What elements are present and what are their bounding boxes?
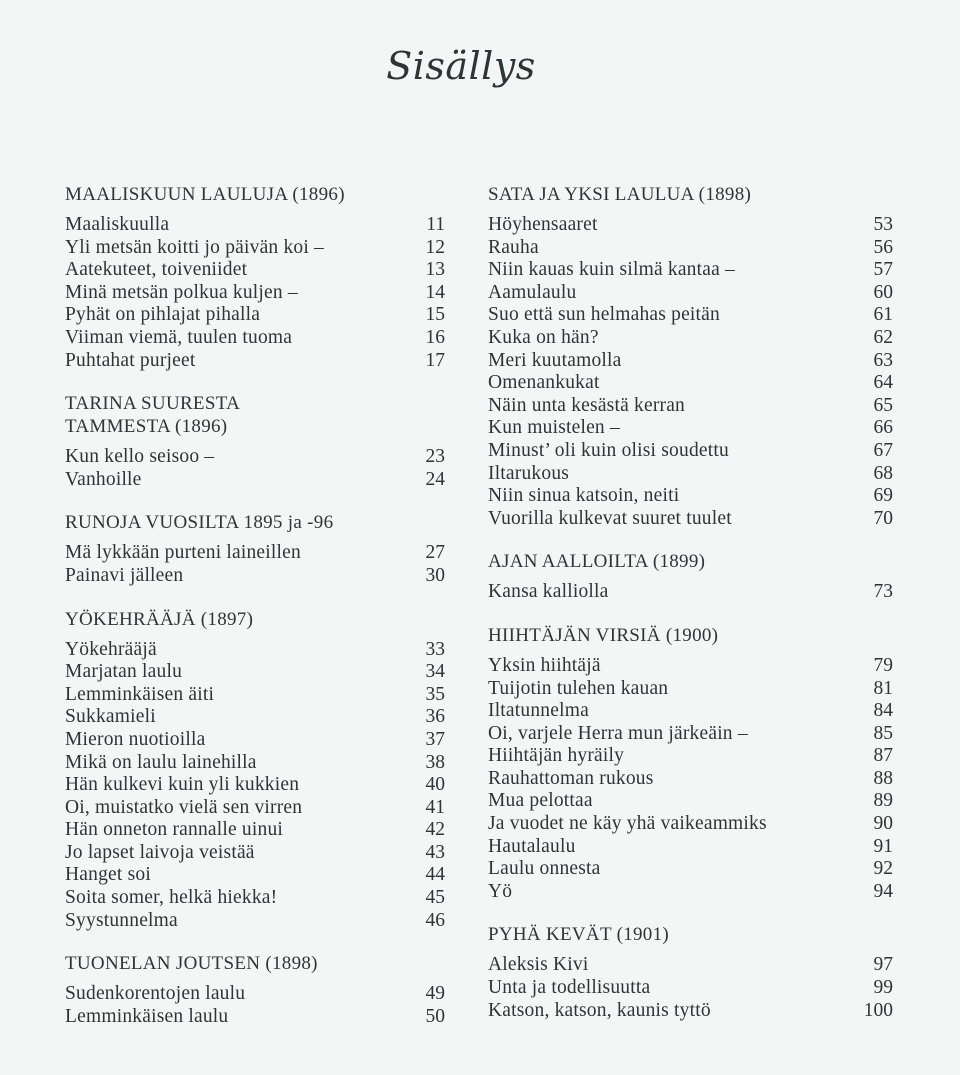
entry-title: Hän kulkevi kuin yli kukkien: [65, 774, 300, 796]
entry-title: Hän onneton rannalle uinui: [65, 819, 284, 841]
entry-page-number: 85: [873, 722, 893, 744]
entry-page-number: 65: [873, 394, 893, 416]
entry-page-number: 81: [873, 677, 893, 699]
entry-title: Hiihtäjän hyräily: [488, 745, 625, 767]
entry-title: Rauhattoman rukous: [488, 767, 654, 789]
toc-section: [488, 624, 893, 904]
entry-title: Unta ja todellisuutta: [488, 977, 651, 999]
entry-page-number: 44: [425, 864, 445, 886]
entry-page-number: 97: [873, 954, 893, 976]
entry-page-number: 34: [425, 661, 445, 683]
toc-entry: [488, 581, 893, 604]
toc-entry: [488, 678, 893, 701]
toc-entry: [488, 395, 893, 418]
entry-page-number: 94: [873, 880, 893, 902]
toc-entry: [488, 440, 893, 463]
entry-page-number: 27: [425, 542, 445, 564]
toc-entry: [65, 910, 445, 933]
entry-title: Oi, varjele Herra mun järkeäin –: [488, 722, 748, 744]
toc-section: [488, 550, 893, 604]
toc-entry: [65, 542, 445, 565]
entry-title: Minust’ oli kuin olisi soudettu: [488, 439, 729, 461]
toc-entry: [488, 700, 893, 723]
entry-page-number: 24: [425, 468, 445, 490]
entry-title: Kun muistelen –: [488, 417, 620, 439]
entry-title: Pyhät on pihlajat pihalla: [65, 304, 261, 326]
entry-page-number: 64: [873, 372, 893, 394]
entry-title: Höyhensaaret: [488, 214, 598, 235]
toc-entry: [488, 485, 893, 508]
entry-title: Rauha: [488, 236, 539, 258]
entry-page-number: 84: [873, 700, 893, 722]
toc-entry: [488, 655, 893, 678]
entry-page-number: 30: [425, 564, 445, 586]
section-heading: AJAN AALLOILTA (1899): [488, 551, 706, 573]
entry-page-number: 17: [425, 349, 445, 371]
entry-title: Iltarukous: [488, 462, 570, 484]
entry-page-number: 61: [873, 304, 893, 326]
section-heading: PYHÄ KEVÄT (1901): [488, 924, 670, 946]
toc-entry: [488, 977, 893, 1000]
toc-entry: [488, 259, 893, 282]
toc-entry: [488, 954, 893, 977]
entry-title: Niin kauas kuin silmä kantaa –: [488, 259, 735, 281]
entry-page-number: 42: [425, 819, 445, 841]
entry-title: Sukkamieli: [65, 706, 156, 728]
entry-page-number: 92: [873, 858, 893, 880]
toc-section: [488, 183, 893, 530]
toc-entry: [488, 214, 893, 237]
entry-title: Kuka on hän?: [488, 326, 599, 348]
entry-title: Tuijotin tulehen kauan: [488, 677, 669, 699]
entry-title: Meri kuutamolla: [488, 349, 622, 371]
entry-title: Minä metsän polkua kuljen –: [65, 281, 298, 303]
toc-entry: [65, 684, 445, 707]
entry-page-number: 89: [873, 790, 893, 812]
entry-page-number: 23: [425, 446, 445, 468]
entry-page-number: 45: [425, 887, 445, 909]
entry-title: Viiman viemä, tuulen tuoma: [65, 326, 293, 348]
entry-title: Soita somer, helkä hiekka!: [65, 887, 278, 909]
page-title: Sisällys: [386, 44, 536, 88]
toc-entry: [65, 983, 445, 1006]
entry-title: Yökehrääjä: [65, 638, 157, 660]
entry-title: Näin unta kesästä kerran: [488, 394, 686, 416]
toc-entry: [65, 842, 445, 865]
entry-title: Puhtahat purjeet: [65, 349, 196, 371]
entry-page-number: 62: [873, 326, 893, 348]
toc-entry: [65, 752, 445, 775]
entry-page-number: 66: [873, 417, 893, 439]
toc-entry: [65, 1006, 445, 1029]
toc-entry: [488, 282, 893, 305]
toc-entry: [488, 858, 893, 881]
entry-page-number: 100: [863, 999, 893, 1021]
toc-entry: [488, 304, 893, 327]
entry-page-number: 15: [425, 304, 445, 326]
entry-title: Lemminkäisen äiti: [65, 683, 215, 705]
toc-section: [488, 923, 893, 1022]
entry-title: Kun kello seisoo –: [65, 446, 215, 468]
entry-page-number: 16: [425, 326, 445, 348]
entry-page-number: 60: [873, 281, 893, 303]
toc-entry: [65, 819, 445, 842]
entry-title: Hautalaulu: [488, 835, 576, 857]
toc-entry: [65, 661, 445, 684]
entry-page-number: 88: [873, 767, 893, 789]
entry-title: Yksin hiihtäjä: [488, 654, 601, 676]
entry-page-number: 53: [873, 214, 893, 235]
toc-entry: [488, 1000, 893, 1023]
entry-title: Kansa kalliolla: [488, 581, 609, 603]
toc-entry: [65, 446, 445, 469]
entry-title: Laulu onnesta: [488, 858, 601, 880]
section-heading: HIIHTÄJÄN VIRSIÄ (1900): [488, 624, 719, 646]
entry-page-number: 36: [425, 706, 445, 728]
toc-section: [65, 952, 445, 1028]
toc-entry: [488, 790, 893, 813]
entry-page-number: 11: [426, 214, 445, 235]
toc-entry: [488, 836, 893, 859]
entry-title: Sudenkorentojen laulu: [65, 983, 246, 1005]
toc-right-column: [488, 183, 893, 1042]
entry-page-number: 63: [873, 349, 893, 371]
toc-entry: [65, 565, 445, 588]
entry-title: Yö: [488, 880, 513, 902]
section-heading: TARINA SUURESTA TAMMESTA (1896): [65, 393, 240, 438]
toc-section: [65, 511, 445, 587]
entry-page-number: 12: [425, 236, 445, 258]
entry-page-number: 79: [873, 654, 893, 676]
entry-title: Aleksis Kivi: [488, 954, 589, 976]
entry-title: Aatekuteet, toiveniidet: [65, 259, 248, 281]
entry-title: Maaliskuulla: [65, 214, 170, 235]
section-heading: YÖKEHRÄÄJÄ (1897): [65, 608, 254, 630]
entry-title: Suo että sun helmahas peitän: [488, 304, 720, 326]
toc-entry: [65, 259, 445, 282]
entry-page-number: 69: [873, 485, 893, 507]
toc-entry: [488, 813, 893, 836]
entry-page-number: 90: [873, 813, 893, 835]
toc-entry: [65, 864, 445, 887]
entry-title: Katson, katson, kaunis tyttö: [488, 999, 711, 1021]
entry-page-number: 73: [873, 581, 893, 603]
entry-page-number: 50: [425, 1005, 445, 1027]
toc-entry: [488, 463, 893, 486]
section-heading: RUNOJA VUOSILTA 1895 ja -96: [65, 512, 334, 534]
toc-left-column: [65, 183, 445, 1048]
entry-title: Jo lapset laivoja veistää: [65, 841, 255, 863]
entry-title: Oi, muistatko vielä sen virren: [65, 796, 303, 818]
entry-page-number: 67: [873, 439, 893, 461]
toc-entry: [65, 304, 445, 327]
entry-title: Painavi jälleen: [65, 564, 184, 586]
toc-entry: [488, 327, 893, 350]
entry-title: Omenankukat: [488, 372, 600, 394]
toc-section: [65, 608, 445, 933]
section-heading: MAALISKUUN LAULUJA (1896): [65, 184, 345, 205]
toc-entry: [488, 350, 893, 373]
entry-title: Niin sinua katsoin, neiti: [488, 485, 680, 507]
toc-entry: [488, 237, 893, 260]
entry-page-number: 41: [425, 796, 445, 818]
entry-page-number: 46: [425, 909, 445, 931]
toc-entry: [65, 797, 445, 820]
entry-page-number: 49: [425, 983, 445, 1005]
entry-title: Vanhoille: [65, 468, 142, 490]
entry-page-number: 13: [425, 259, 445, 281]
entry-title: Mä lykkään purteni laineillen: [65, 542, 301, 564]
toc-entry: [65, 639, 445, 662]
toc-entry: [65, 469, 445, 492]
toc-entry: [488, 745, 893, 768]
toc-entry: [65, 350, 445, 373]
toc-entry: [488, 508, 893, 531]
entry-page-number: 99: [873, 977, 893, 999]
entry-page-number: 35: [425, 683, 445, 705]
toc-entry: [65, 237, 445, 260]
entry-title: Aamulaulu: [488, 281, 577, 303]
toc-entry: [65, 327, 445, 350]
toc-entry: [65, 706, 445, 729]
toc-entry: [65, 282, 445, 305]
toc-entry: [65, 729, 445, 752]
entry-title: Yli metsän koitti jo päivän koi –: [65, 236, 324, 258]
entry-page-number: 38: [425, 751, 445, 773]
entry-title: Mua pelottaa: [488, 790, 593, 812]
toc-entry: [65, 214, 445, 237]
entry-page-number: 57: [873, 259, 893, 281]
toc-section: [65, 392, 445, 491]
entry-title: Syystunnelma: [65, 909, 178, 931]
entry-page-number: 40: [425, 774, 445, 796]
entry-page-number: 70: [873, 507, 893, 529]
entry-title: Lemminkäisen laulu: [65, 1005, 229, 1027]
entry-title: Marjatan laulu: [65, 661, 183, 683]
entry-page-number: 33: [425, 638, 445, 660]
entry-page-number: 68: [873, 462, 893, 484]
entry-page-number: 37: [425, 728, 445, 750]
toc-entry: [488, 723, 893, 746]
entry-page-number: 56: [873, 236, 893, 258]
entry-page-number: 14: [425, 281, 445, 303]
entry-title: Ja vuodet ne käy yhä vaikeammiks: [488, 813, 767, 835]
toc-entry: [488, 417, 893, 440]
entry-title: Hanget soi: [65, 864, 151, 886]
toc-section: [65, 183, 445, 372]
entry-page-number: 87: [873, 745, 893, 767]
section-heading: TUONELAN JOUTSEN (1898): [65, 953, 318, 975]
entry-page-number: 91: [873, 835, 893, 857]
entry-title: Vuorilla kulkevat suuret tuulet: [488, 507, 732, 529]
entry-title: Mikä on laulu lainehilla: [65, 751, 257, 773]
toc-entry: [488, 881, 893, 904]
section-heading: SATA JA YKSI LAULUA (1898): [488, 184, 752, 205]
toc-entry: [488, 768, 893, 791]
entry-title: Mieron nuotioilla: [65, 728, 206, 750]
toc-entry: [488, 372, 893, 395]
entry-title: Iltatunnelma: [488, 700, 589, 722]
entry-page-number: 43: [425, 841, 445, 863]
toc-entry: [65, 887, 445, 910]
toc-entry: [65, 774, 445, 797]
